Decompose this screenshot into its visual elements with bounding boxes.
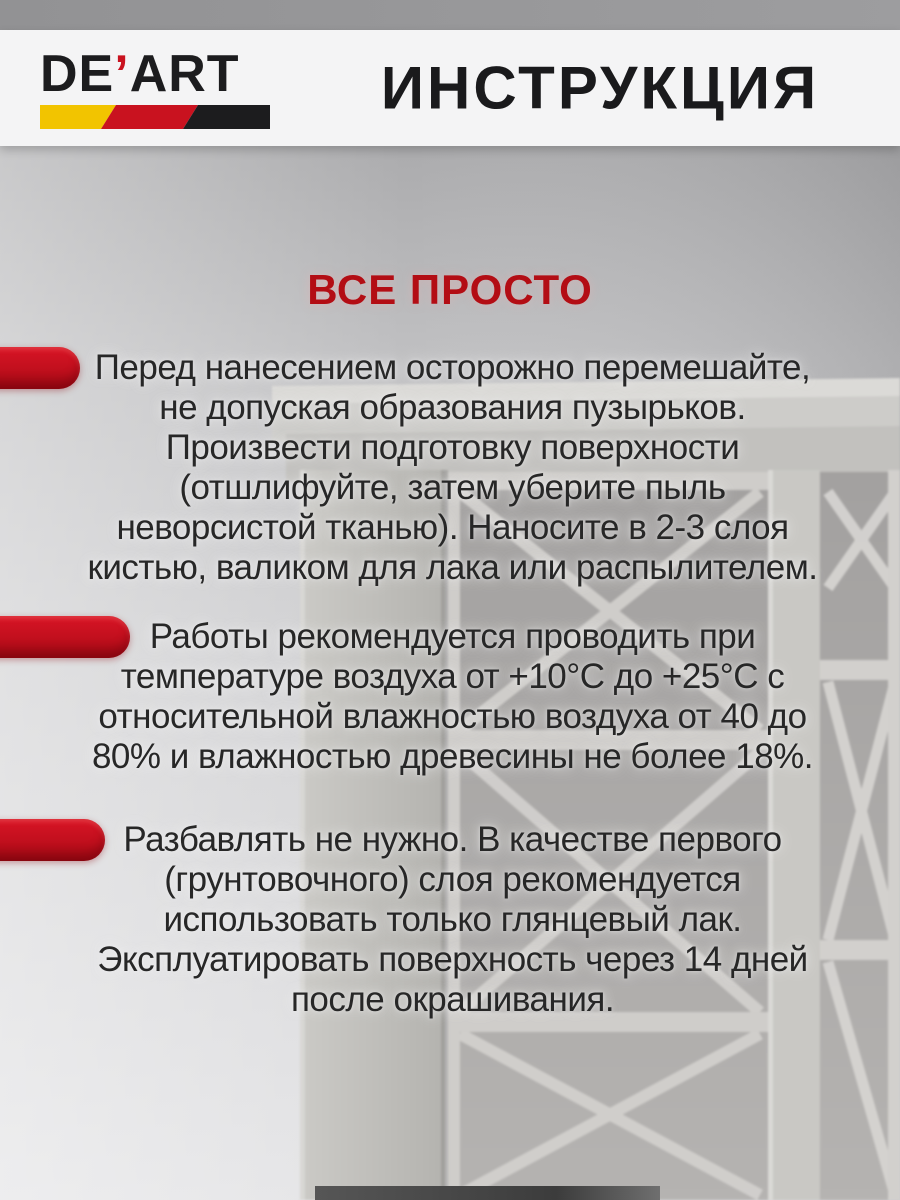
page-title: ИНСТРУКЦИЯ: [380, 54, 820, 122]
logo-text-prefix: DE: [40, 44, 115, 103]
instruction-line: неворсистой тканью). Наносите в 2-3 слоя: [116, 508, 789, 547]
instruction-line: Разбавлять не нужно. В качестве первого: [123, 820, 782, 859]
instruction-line: после окрашивания.: [290, 980, 615, 1019]
instruction-paragraph-1: [55, 348, 850, 588]
header-band: [0, 30, 900, 146]
deart-logo: [40, 44, 272, 129]
instruction-line: Перед нанесением осторожно перемешайте,: [94, 348, 811, 387]
section-heading: ВСЕ ПРОСТО: [307, 266, 593, 313]
instruction-paragraph-3: [55, 820, 850, 1020]
flag-black-segment: [183, 105, 270, 129]
instruction-line: не допуская образования пузырьков.: [159, 388, 746, 427]
instruction-line: Работы рекомендуется проводить при: [149, 617, 756, 656]
flag-red-segment: [101, 105, 198, 129]
cabinet-base-shadow: [315, 1186, 660, 1200]
instruction-line: 80% и влажностью древесины не более 18%.: [91, 737, 814, 776]
logo-text-suffix: ART: [129, 44, 240, 103]
instruction-line: (грунтовочного) слоя рекомендуется: [164, 860, 741, 899]
logo-apostrophe: ’: [114, 44, 130, 103]
deart-logo-text: [40, 44, 272, 103]
instruction-line: Эксплуатировать поверхность через 14 дней: [97, 940, 808, 979]
instruction-line: использовать только глянцевый лак.: [163, 900, 742, 939]
instruction-line: Произвести подготовку поверхности: [165, 428, 740, 467]
top-gray-strip: [0, 0, 900, 30]
instruction-line: относительной влажностью воздуха от 40 до: [98, 697, 807, 736]
instruction-line: кистью, валиком для лака или распылителем.: [87, 548, 818, 587]
logo-flag-stripe-icon: [40, 105, 270, 129]
instruction-line: температуре воздуха от +10°С до +25°С с: [120, 657, 785, 696]
instruction-line: (отшлифуйте, затем уберите пыль: [179, 468, 726, 507]
instruction-paragraph-2: [55, 617, 850, 777]
